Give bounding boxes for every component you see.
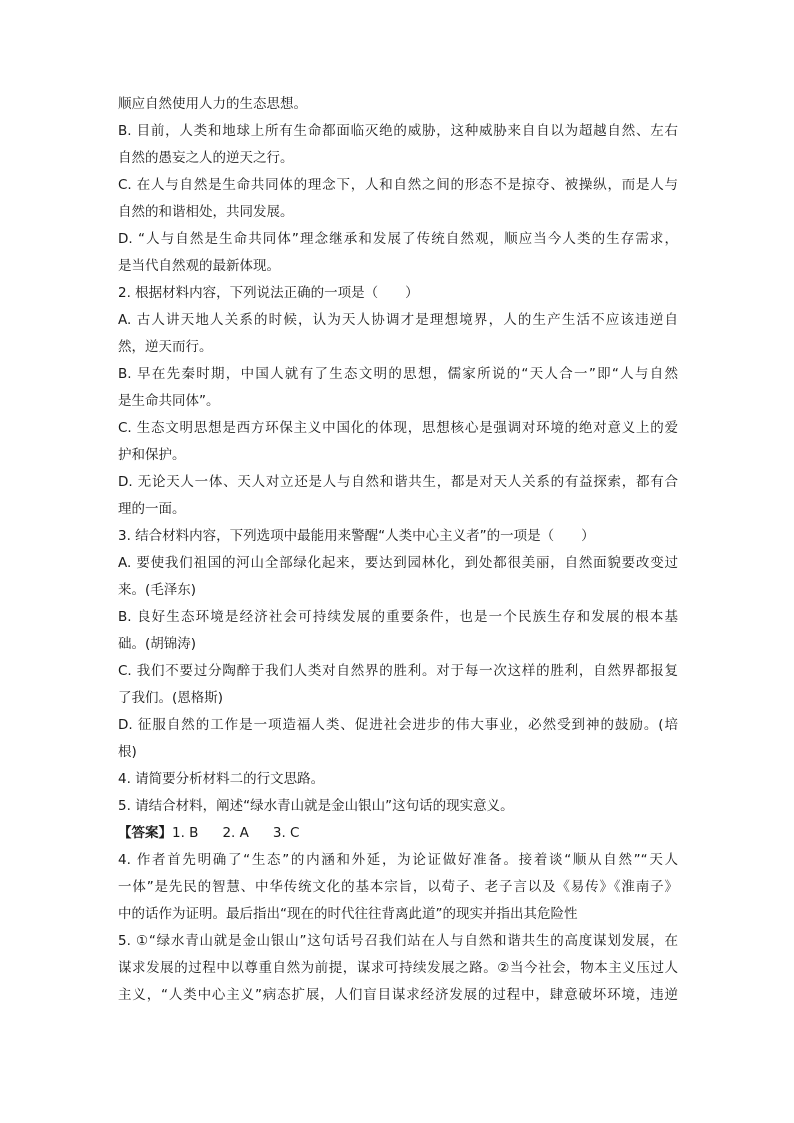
text-line: 自然的和谐相处，共同发展。: [118, 204, 294, 220]
text-line: C. 我们不要过分陶醉于我们人类对自然界的胜利。对于每一次这样的胜利，自然界都报复: [118, 663, 678, 679]
answer-line: [118, 820, 678, 847]
answer-item-3: 3. C: [272, 825, 300, 841]
text-line: 4. 作者首先明确了“生态”的内涵和外延，为论证做好准备。接着谈“顺从自然”“天人: [118, 852, 678, 868]
text-line: B. 良好生态环境是经济社会可持续发展的重要条件，也是一个民族生存和发展的根本基: [118, 609, 678, 625]
text-line: 顺应自然使用人力的生态思想。: [118, 96, 307, 112]
text-line: 自然的愚妄之人的逆天之行。: [118, 150, 294, 166]
text-line: A. 古人讲天地人关系的时候，认为天人协调才是理想境界，人的生产生活不应该违逆自: [118, 312, 678, 328]
text-line: 是当代自然观的最新体现。: [118, 258, 280, 274]
text-line: C. 在人与自然是生命共同体的理念下，人和自然之间的形态不是掠夺、被操纵，而是人与: [118, 177, 678, 193]
text-line: B. 目前，人类和地球上所有生命都面临灭绝的威胁，这种威胁来自自以为超越自然、左右: [118, 123, 678, 139]
text-line: B. 早在先秦时期，中国人就有了生态文明的思想，儒家所说的“天人合一”即“人与自然: [118, 366, 678, 382]
answer-item-1: 1. B: [172, 825, 199, 841]
text-line: 中的话作为证明。最后指出“现在的时代往往背离此道”的现实并指出其危险性: [118, 906, 578, 922]
text-line: 2. 根据材料内容，下列说法正确的一项是（ ）: [118, 285, 419, 301]
text-line: 3. 结合材料内容，下列选项中最能用来警醒“人类中心主义者”的一项是（ ）: [118, 528, 595, 544]
text-line: 谋求发展的过程中以尊重自然为前提，谋求可持续发展之路。②当今社会，物本主义压过人: [118, 960, 678, 976]
text-line: D. “人与自然是生命共同体”理念继承和发展了传统自然观，顺应当今人类的生存需求，: [118, 231, 678, 247]
text-line: 4. 请简要分析材料二的行文思路。: [118, 771, 325, 787]
text-line: 是生命共同体”。: [118, 393, 220, 409]
document-page: [118, 91, 678, 1009]
text-line: 了我们。(恩格斯): [118, 690, 224, 706]
answer-tag: 【答案】: [118, 825, 172, 841]
answer-explanation: [118, 847, 678, 1009]
text-line: 5. ①“绿水青山就是金山银山”这句话号召我们站在人与自然和谐共生的高度谋划发展，在: [118, 933, 678, 949]
text-line: 来。(毛泽东): [118, 582, 197, 598]
text-line: 理的一面。: [118, 501, 186, 517]
question-text: [118, 91, 678, 820]
answer-item-2: 2. A: [222, 825, 249, 841]
text-line: 础。(胡锦涛): [118, 636, 197, 652]
text-line: 根): [118, 744, 137, 760]
text-line: D. 无论天人一体、天人对立还是人与自然和谐共生，都是对天人关系的有益探索，都有合: [118, 474, 678, 490]
text-line: 然，逆天而行。: [118, 339, 213, 355]
text-line: 5. 请结合材料，阐述“绿水青山就是金山银山”这句话的现实意义。: [118, 798, 514, 814]
text-line: 护和保护。: [118, 447, 186, 463]
text-line: 一体”是先民的智慧、中华传统文化的基本宗旨，以荀子、老子言以及《易传》《淮南子》: [118, 879, 678, 895]
text-line: C. 生态文明思想是西方环保主义中国化的体现，思想核心是强调对环境的绝对意义上的爱: [118, 420, 678, 436]
text-line: 主义，“人类中心主义”病态扩展，人们盲目谋求经济发展的过程中，肆意破坏环境，违逆: [118, 987, 678, 1003]
text-line: D. 征服自然的工作是一项造福人类、促进社会进步的伟大事业，必然受到神的鼓励。(培: [118, 717, 678, 733]
text-line: A. 要使我们祖国的河山全部绿化起来，要达到园林化，到处都很美丽，自然面貌要改变过: [118, 555, 678, 571]
